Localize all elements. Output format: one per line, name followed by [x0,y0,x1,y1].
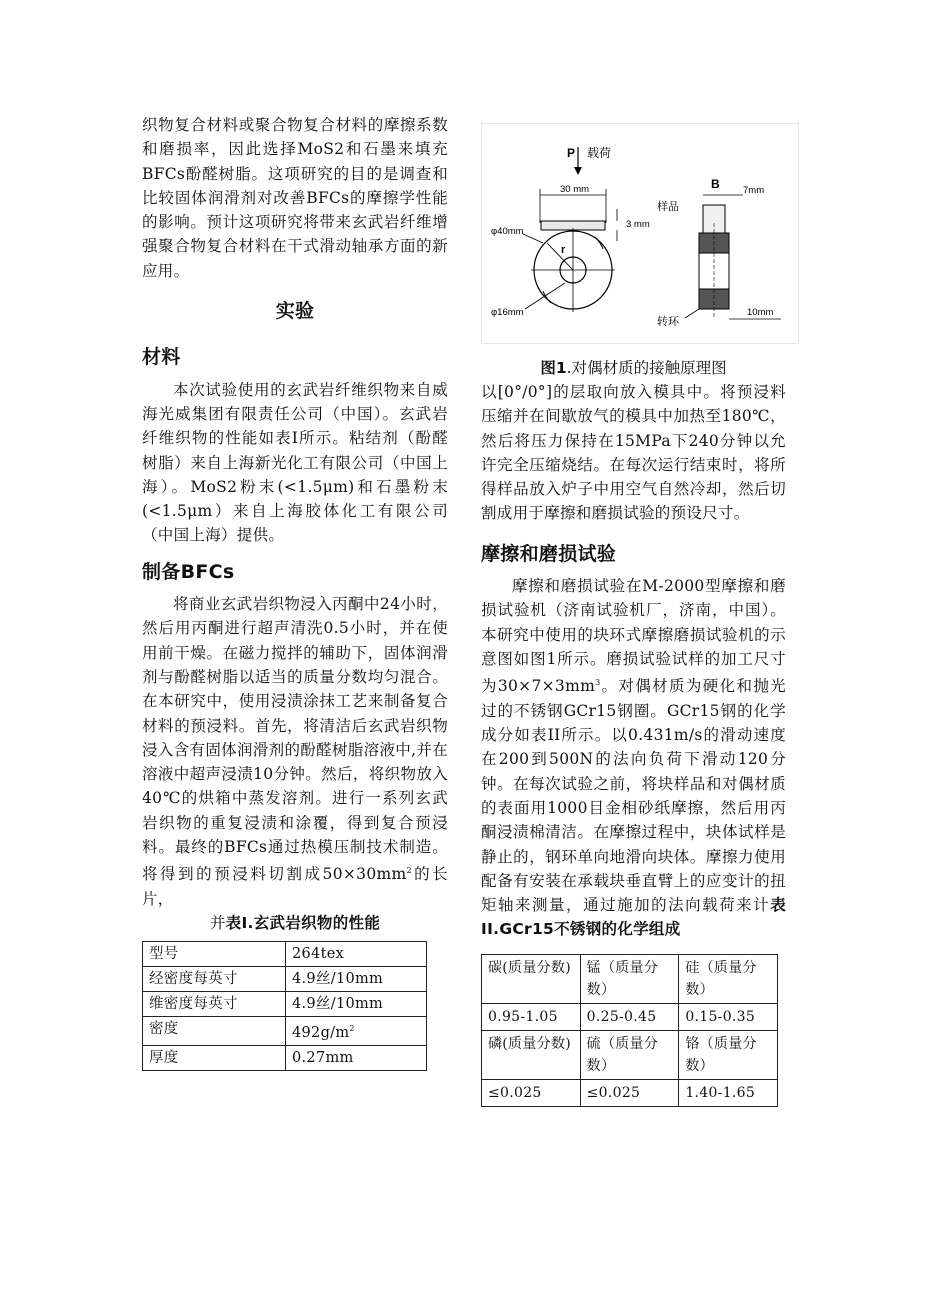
contact-principle-figure [481,123,799,344]
table2 [481,954,778,1107]
table-cell-value: 4.9丝/10mm [292,996,384,1013]
table-row [482,954,778,1003]
table-row [143,992,427,1017]
friction-text: 摩擦和磨损试验在M-2000型摩擦和磨损试验机（济南试验机厂，济南，中国）。本研究中使用的块环式摩擦磨损试验机的示意图如图1所示。磨损试验试样的加工尺寸为30×7×3mm [481,577,786,696]
figure-caption-label: 图1 [540,359,567,377]
table-cell [286,942,427,967]
table-cell: ≤0.025 [482,1079,581,1106]
table-row [143,967,427,992]
table-cell: 维密度每英寸 [143,992,286,1017]
table1-caption [142,911,448,935]
prep-text-tail: 的长片， [142,865,448,908]
table-cell: 锰（质量分数） [580,954,679,1003]
table-cell: 密度 [143,1017,286,1046]
table-cell: 铬（质量分数） [679,1030,778,1079]
label-ring: 转环 [657,316,679,328]
table-cell-value: 4.9丝/10mm [292,971,384,988]
table1 [142,941,427,1071]
label-30mm: 30 mm [560,184,590,195]
table-row [482,1030,778,1079]
continued-paragraph: 以[0°/0°]的层取向放入模具中。将预浸料压缩并在间歇放气的模具中加热至180℃，然后将压力保持在15MPa下240分钟以允许完全压缩烧结。在每次运行结束时，将所得样品放入炉子中用空气自然冷却，然后切割成用于摩擦和磨损试验的预设尺寸。 [481,383,786,523]
materials-paragraph: 本次试验使用的玄武岩纤维织物来自威海光威集团有限责任公司（中国）。玄武岩纤维织物的性能如表I所示。粘结剂（酚醛树脂）来自上海新光化工有限公司（中国上海）。MoS2粉末(<1.5μm)和石墨粉末(<1.5μm）来自上海胶体化工有限公司（中国上海）提供。 [142,380,448,545]
prep-superscript: 2 [406,866,412,876]
table-row [482,1079,778,1106]
label-load: 载荷 [587,146,612,160]
table-cell: 1.40-1.65 [679,1079,778,1106]
right-column [481,380,786,1107]
intro-paragraph: 织物复合材料或聚合物复合材料的摩擦系数和磨损率，因此选择MoS2和石墨来填充BFCs酚醛树脂。这项研究的目的是调查和比较固体润滑剂对改善BFCs的摩擦学性能的影响。预计这项研究将带来玄武岩纤维增强聚合物复合材料在干式滑动轴承方面的新应用。 [142,116,448,280]
label-d40: φ40mm [491,226,524,237]
heading-prep: 制备BFCs [142,560,235,583]
figure-caption-text: .对偶材质的接触原理图 [566,359,727,377]
table1-caption-title: 表I.玄武岩织物的性能 [225,914,381,933]
prep-text: 将商业玄武岩织物浸入丙酮中24小时，然后用丙酮进行超声清洗0.5小时，并在使用前干燥。在磁力搅拌的辅助下，固体润滑剂与酚醛树脂以适当的质量分数均匀混合。在本研究中，使用浸渍涂抹工艺来制备复合材料的预浸料。首先，将清洁后玄武岩织物浸入含有固体润滑剂的酚醛树脂溶液中,并在溶液中超声浸渍10分钟。然后，将织物放入40℃的烘箱中蒸发溶剂。进行一系列玄武岩织物的重复浸渍和涂覆，得到复合预浸料。最终的BFCs通过热模压制技术制造。将得到的预浸料切割成50×30mm [142,595,448,884]
label-d16: φ16mm [491,307,524,318]
table-cell-superscript: 2 [349,1024,355,1034]
figure-caption [481,356,786,378]
label-10mm: 10mm [747,307,774,318]
table-cell: 硫（质量分数） [580,1030,679,1079]
table-cell: 厚度 [143,1046,286,1071]
label-p: P [567,146,576,160]
table-cell: 0.25-0.45 [580,1003,679,1030]
table-cell: 碳(质量分数) [482,954,581,1003]
table-row [482,1003,778,1030]
friction-text-cont: 。对偶材质为硬化和抛光过的不锈钢GCr15钢圈。GCr15钢的化学成分如表II所示。以0.431m/s的滑动速度在200到500N的法向负荷下滑动120分钟。在每次试验之前，将块样品和对偶材质的表面用1000目金相砂纸摩擦，然后用丙酮浸渍棉清洁。在摩擦过程中，块体试样是静止的，钢环单向地滑向块体。摩擦力使用配备有安装在承载块垂直臂上的应变计的扭矩轴来测量，通过施加的法向载荷来计 [481,677,786,915]
label-7mm: 7mm [743,185,765,196]
table-cell: 0.15-0.35 [679,1003,778,1030]
sample-side [703,205,725,233]
heading-materials: 材料 [142,346,181,369]
friction-paragraph [481,574,786,942]
friction-superscript: 3 [595,678,601,688]
table-cell-value: 264tex [292,946,345,963]
table-row [143,942,427,967]
section-title-experiment: 实验 [275,300,315,323]
table-cell: 型号 [143,942,286,967]
table2-caption: 表II.GCr15不锈钢的化学组成 [481,896,786,939]
table-cell [286,1017,427,1046]
left-column [142,113,448,1071]
label-sample: 样品 [657,201,679,213]
table-cell [286,1046,427,1071]
prep-paragraph [142,592,448,911]
table1-caption-prefix: 并 [209,914,226,933]
label-b: B [711,177,720,191]
table-cell: ≤0.025 [580,1079,679,1106]
table-cell: 0.95-1.05 [482,1003,581,1030]
label-3mm: 3 mm [626,219,650,230]
table-row [143,1017,427,1046]
table-cell [286,967,427,992]
table-cell-value: 492g/m [292,1025,350,1042]
table-cell: 磷(质量分数) [482,1030,581,1079]
table-cell: 硅（质量分数） [679,954,778,1003]
label-r: r [561,244,566,256]
table-row [143,1046,427,1071]
table-cell [286,992,427,1017]
table-cell-value: 0.27mm [292,1050,354,1067]
heading-friction: 摩擦和磨损试验 [481,542,617,565]
table-cell: 经密度每英寸 [143,967,286,992]
